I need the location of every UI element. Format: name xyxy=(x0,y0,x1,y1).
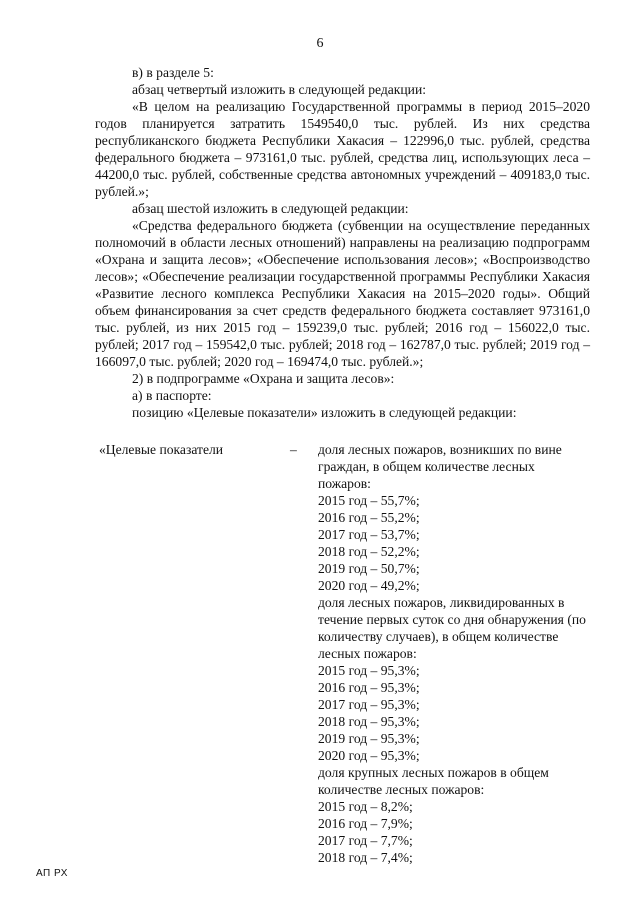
indicator-line: 2017 год – 53,7%; xyxy=(318,527,420,542)
indicator-line: 2016 год – 55,2%; xyxy=(318,510,420,525)
table-label: «Целевые показатели xyxy=(99,442,224,457)
indicator-line: 2019 год – 95,3%; xyxy=(318,731,420,746)
indicator-line: 2018 год – 52,2%; xyxy=(318,544,420,559)
indicator-line: 2015 год – 95,3%; xyxy=(318,663,420,678)
paragraph-abzac-6: абзац шестой изложить в следующей редакции: xyxy=(132,201,409,216)
paragraph-funding-total: «В целом на реализацию Государственной программы в период 2015–2020 годов планируется затратить 1549540,0 тыс. рублей. Из них средства республиканского бюджета Республики Хакасия – 122996,0 тыс. рублей, средства федерального бюджета – 973161,0 тыс. рублей, средства лиц, использующих леса – 44200,0 тыс. рублей, собственные средства автономных учреждений – 409183,0 тыс. рублей.»; xyxy=(95,99,590,199)
indicator-line: 2018 год – 7,4%; xyxy=(318,850,413,865)
indicator-line: 2015 год – 8,2%; xyxy=(318,799,413,814)
table-values xyxy=(318,441,590,866)
indicator-line: 2015 год – 55,7%; xyxy=(318,493,420,508)
paragraph-federal-funds: «Средства федерального бюджета (субвенции на осуществление переданных полномочий в области лесных отношений) направлены на реализацию подпрограмм «Охрана и защита лесов»; «Обеспечение использования лесов»; «Воспроизводство лесов»; «Обеспечение реализации государственной программы Республики Хакасия «Развитие лесного комплекса Республики Хакасия на 2015–2020 годы». Общий объем финансирования за счет средств федерального бюджета составляет 973161,0 тыс. рублей, из них 2015 год – 159239,0 тыс. рублей; 2016 год – 156022,0 тыс. рублей; 2017 год – 159542,0 тыс. рублей; 2018 год – 162787,0 тыс. рублей; 2019 год – 166097,0 тыс. рублей; 2020 год – 169474,0 тыс. рублей.»; xyxy=(95,218,590,369)
paragraph-subprogram: 2) в подпрограмме «Охрана и защита лесов»: xyxy=(132,371,395,386)
indicator-line: 2020 год – 49,2%; xyxy=(318,578,420,593)
indicator-line: доля лесных пожаров, возникших по вине граждан, в общем количестве лесных пожаров: xyxy=(318,442,562,491)
paragraph-passport: а) в паспорте: xyxy=(132,388,212,403)
target-indicators-table xyxy=(95,441,590,866)
indicator-line: 2018 год – 95,3%; xyxy=(318,714,420,729)
footer-label: АП РХ xyxy=(36,868,68,879)
paragraph-target-indicators: позицию «Целевые показатели» изложить в следующей редакции: xyxy=(132,405,517,420)
indicator-line: доля лесных пожаров, ликвидированных в течение первых суток со дня обнаружения (по количеству случаев), в общем количестве лесных пожаров: xyxy=(318,595,586,661)
indicator-line: 2019 год – 50,7%; xyxy=(318,561,420,576)
paragraph-abzac-4: абзац четвертый изложить в следующей редакции: xyxy=(132,82,427,97)
document-body xyxy=(95,64,590,866)
indicator-line: 2017 год – 95,3%; xyxy=(318,697,420,712)
indicator-line: 2016 год – 95,3%; xyxy=(318,680,420,695)
indicator-line: доля крупных лесных пожаров в общем количестве лесных пожаров: xyxy=(318,765,549,797)
indicator-line: 2020 год – 95,3%; xyxy=(318,748,420,763)
page-number: 6 xyxy=(316,36,324,51)
indicator-line: 2017 год – 7,7%; xyxy=(318,833,413,848)
indicator-line: 2016 год – 7,9%; xyxy=(318,816,413,831)
paragraph-section-5: в) в разделе 5: xyxy=(132,65,214,80)
table-dash: – xyxy=(290,442,297,457)
